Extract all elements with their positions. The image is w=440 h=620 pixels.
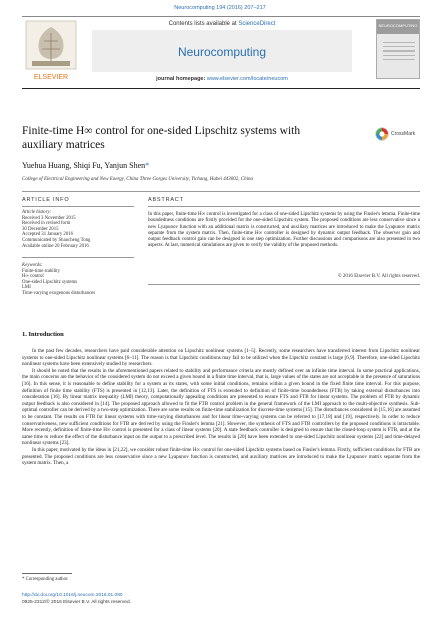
history-item: Communicated by Shaocheng Tong <box>22 237 91 243</box>
footnote-rule <box>22 573 72 574</box>
keyword-item: Finite-time stability <box>22 268 60 274</box>
history-item: Received in revised form <box>22 221 71 227</box>
homepage-line <box>92 76 352 82</box>
affiliation: College of Electrical Engineering and New Energy, China Three Gorges University, Yichang, Hubei 443002, China <box>22 177 253 182</box>
contents-line <box>92 21 352 27</box>
corresponding-author-mark[interactable]: * <box>145 161 150 170</box>
keyword-item: H∞ control <box>22 274 44 280</box>
crossmark-badge[interactable] <box>375 127 415 141</box>
header-rule-bottom <box>22 88 420 89</box>
intro-paragraph: In this paper, motivated by the ideas in [21,22], we consider robust finite-time H∞ control for one-sided Lipschitz systems based on Finsler's lemma. Firstly, sufficient conditions for FTB are presented. The proposed conditions are less conservative since a new Lyapunov function is constructed, and auxiliary matrices are introduced to make the Lyapunov matrix separate from the system matrix. Then, a <box>22 446 420 467</box>
keywords-rule <box>22 257 134 258</box>
introduction-body <box>22 348 420 467</box>
history-item: Accepted 31 January 2016 <box>22 232 74 238</box>
sciencedirect-link[interactable]: ScienceDirect <box>238 21 276 27</box>
article-info-heading: ARTICLE INFO <box>22 197 70 203</box>
journal-cover-thumbnail <box>376 19 420 79</box>
keyword-item: One-sided Lipschitz systems <box>22 279 78 285</box>
corresponding-author-note: * Corresponding author. <box>22 577 69 582</box>
author-names: Yuehua Huang, Shiqi Fu, Yanjun Shen <box>22 161 146 170</box>
abstract-rule-top <box>148 206 420 207</box>
crossmark-label: CrossMark <box>391 131 416 137</box>
history-item: Available online 20 February 2016 <box>22 243 89 249</box>
header-rule-top <box>22 16 420 17</box>
keyword-item: LMI <box>22 285 31 291</box>
history-label: Article history: <box>22 210 52 215</box>
homepage-prefix: journal homepage: <box>156 76 206 82</box>
affiliation-rule <box>22 191 420 192</box>
keyword-item: Time-varying exogenous disturbances <box>22 290 96 296</box>
author-list <box>22 161 149 170</box>
history-item: 30 December 2015 <box>22 226 59 232</box>
journal-title-box <box>92 30 352 72</box>
abstract-rule-bottom <box>148 284 420 285</box>
history-item: Received 3 November 2015 <box>22 215 76 221</box>
journal-reference[interactable]: Neurocomputing 194 (2016) 207–217 <box>174 5 266 11</box>
elsevier-logo-icon <box>22 19 80 85</box>
abstract-text: In this paper, finite-time H∞ control is investigated for a class of one-sided Lipschitz systems by using the Finsler's lemma. Finite-time boundedness conditions are firstly provided for the one-sided Lipschitz system. The proposed conditions are less conservative since a new Lyapunov function with an additional matrix is constructed, and auxiliary matrices are introduced to make the Lyapunov matrix separate from the system matrix. Then, finite-time H∞ controller is designed by dynamic output feedback. The observer gain and output feedback control gain can be designed in one step optimization. Further discussions and comparisons are also presented in two aspects. At last, numerical simulations are given to verify the validity of the proposed methods. <box>148 212 420 249</box>
publisher-name: ELSEVIER <box>33 74 69 81</box>
cover-lines <box>383 42 415 63</box>
article-history <box>22 210 132 249</box>
doi-link[interactable]: http://dx.doi.org/10.1016/j.neucom.2016.01.080 <box>22 593 123 598</box>
keywords-block <box>22 263 132 297</box>
cover-title: NEUROCOMPUTING <box>378 23 418 28</box>
journal-homepage-link[interactable]: www.elsevier.com/locate/neucom <box>206 76 288 82</box>
introduction-heading: 1. Introduction <box>22 331 64 338</box>
intro-paragraph: In the past few decades, researchers have paid considerable attention on Lipschitz nonlinear systems [1–5]. Recently, some researchers have transferred interest from Lipschitz nonlinear systems to one-sided Lipschitz nonlinear systems [6–11]. The reason is that Lipschitz conditions may fail to be utilized when the Lipschitz constant is large [6,9]. Therefore, one-sided Lipschitz nonlinear systems have been extensively studied by researchers. <box>22 348 420 368</box>
article-title: Finite-time H∞ control for one-sided Lipschitz systems with auxiliary matrices <box>22 125 301 151</box>
article-info-rule <box>22 206 134 207</box>
intro-paragraph: It should be noted that the results in the aforementioned papers related to stability and performance criteria are mostly defined over an infinite time interval. In some practical applications, the main concerns are the behavior of the considered system do not exceed a given bound in a finite time interval, that is, large values of the states are not acceptable in the presence of saturations [16]. In this sense, it is reasonable to define stability for a system as its states, with some initial conditions, remains within a given bound in the fixed finite time interval. For this purpose, definition of finite time stability (FTS) is presented in [12,13]. Later, the definition of FTS is extended to definition of finite-time boundedness (FTB) by taking external disturbances into consideration [16]. By linear matrix inequality (LMI) theory, computationally appealing conditions are presented to ensure FTS and FTB for linear systems. The problem of FTB by dynamic output feedback is also considered in [14]. The proposed approach allowed to fit the FTB control problem in the general framework of the LMI approach to the multi-objective synthesis. Sub-optimal controller can be derived by a two-step optimization. There are some results on finite-time stabilization for discrete-time systems [15]. The disturbances considered in [15,16] are assumed to be constant. The results on FTB for linear systems with time-varying disturbances and for linear time-varying systems can be referred to [17,18] and [19], respectively. In order to reduce conservativeness, new sufficient conditions for FTB are derived by using the Finsler's lemma [21]. However, the synthesis of FTS and FTB controllers by the proposed conditions is intractable. More recently, definition of finite-time H∞ control is presented for a class of linear systems [20]. A state feedback controller is designed to ensure that the closed-loop system is FTB, and at the same time to reduce the effect of the disturbance input on the output to a prescribed level. The results in [20] have been extended to one-sided Lipschitz nonlinear systems [22] and time-delayed nonlinear systems [23]. <box>22 367 420 447</box>
contents-prefix: Contents lists available at <box>168 21 237 27</box>
journal-name: Neurocomputing <box>177 45 267 59</box>
keywords-label: Keywords: <box>22 263 43 268</box>
abstract-copyright: © 2016 Elsevier B.V. All rights reserved. <box>337 274 420 279</box>
journal-header <box>22 16 420 90</box>
issn-line: 0925-2312/© 2016 Elsevier B.V. All rights reserved. <box>22 600 131 605</box>
abstract-heading: ABSTRACT <box>148 197 184 203</box>
crossmark-icon <box>375 127 389 141</box>
